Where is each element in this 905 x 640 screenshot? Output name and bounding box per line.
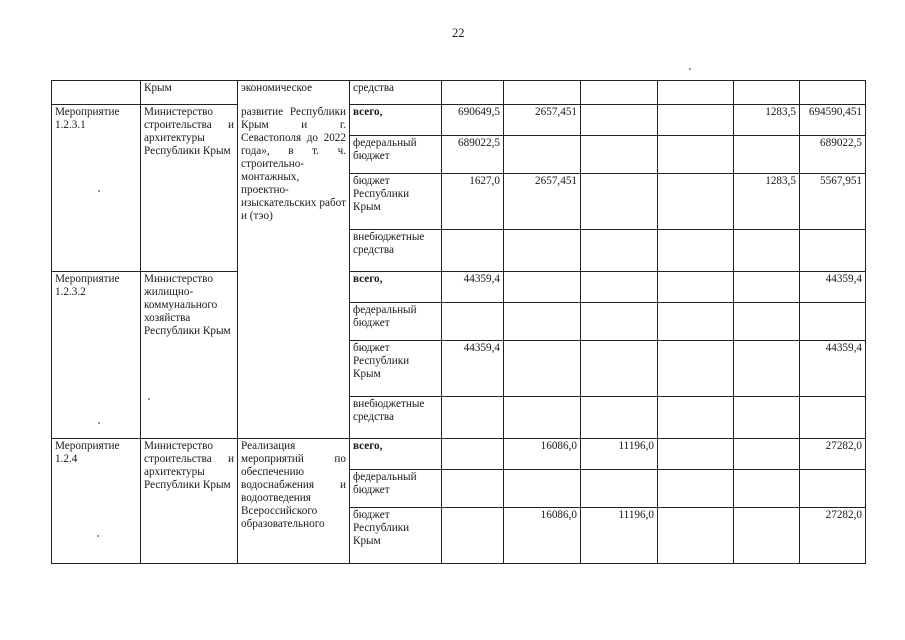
value-cell <box>504 341 581 397</box>
source-label: внебюджетные средства <box>350 230 442 272</box>
value-cell <box>800 303 866 341</box>
value-cell <box>658 136 734 174</box>
scan-speck <box>148 398 150 400</box>
value-cell <box>658 303 734 341</box>
source-label: бюджет Республики Крым <box>350 174 442 230</box>
value-cell <box>658 439 734 470</box>
value-cell <box>442 81 504 105</box>
value-cell <box>734 397 800 439</box>
value-cell <box>658 105 734 136</box>
source-label: федеральный бюджет <box>350 470 442 508</box>
value-cell <box>734 341 800 397</box>
value-cell <box>734 230 800 272</box>
value-cell: 44359,4 <box>800 341 866 397</box>
value-cell: 689022,5 <box>800 136 866 174</box>
value-cell <box>734 470 800 508</box>
value-cell <box>734 508 800 564</box>
measure-name: Мероприятие 1.2.3.1 <box>52 105 141 272</box>
value-cell: 690649,5 <box>442 105 504 136</box>
value-cell <box>442 470 504 508</box>
value-cell: 44359,4 <box>442 341 504 397</box>
value-cell <box>504 470 581 508</box>
value-cell <box>658 230 734 272</box>
table-row <box>52 272 866 303</box>
value-cell <box>581 341 658 397</box>
value-cell <box>734 136 800 174</box>
value-cell: 689022,5 <box>442 136 504 174</box>
value-cell: 2657,451 <box>504 105 581 136</box>
value-cell <box>442 439 504 470</box>
value-cell <box>504 230 581 272</box>
value-cell: 27282,0 <box>800 439 866 470</box>
measure-name: Мероприятие 1.2.3.2 <box>52 272 141 439</box>
value-cell <box>442 397 504 439</box>
value-cell <box>658 174 734 230</box>
value-cell: 2657,451 <box>504 174 581 230</box>
value-cell <box>581 230 658 272</box>
value-cell: 1283,5 <box>734 174 800 230</box>
value-cell: 44359,4 <box>442 272 504 303</box>
value-cell <box>658 272 734 303</box>
value-cell <box>734 303 800 341</box>
value-cell <box>581 470 658 508</box>
table-row <box>52 105 866 136</box>
value-cell <box>442 508 504 564</box>
measure-description: Реализация мероприятий по обеспечению водоснабжения и водоотведения Всероссийского образовательного <box>238 439 350 564</box>
value-cell: 11196,0 <box>581 508 658 564</box>
value-cell <box>658 397 734 439</box>
value-cell <box>734 272 800 303</box>
value-cell: 44359,4 <box>800 272 866 303</box>
value-cell <box>581 272 658 303</box>
scan-speck <box>97 535 99 537</box>
value-cell <box>504 136 581 174</box>
continuation-row <box>52 81 866 105</box>
source-label: всего, <box>350 439 442 470</box>
source-label: бюджет Республики Крым <box>350 508 442 564</box>
value-cell <box>442 230 504 272</box>
value-cell <box>800 230 866 272</box>
table-row <box>52 439 866 470</box>
scan-speck <box>98 190 100 192</box>
value-cell <box>658 470 734 508</box>
value-cell: 27282,0 <box>800 508 866 564</box>
value-cell <box>581 397 658 439</box>
value-cell <box>504 81 581 105</box>
responsible-org: Министерство строительства и архитектуры Республики Крым <box>141 439 238 564</box>
source-label: внебюджетные средства <box>350 397 442 439</box>
measure-description: развитие Республики Крым и г. Севастополя до 2022 года», в т. ч. строительно-монтажных, проектно-изыскательских работ и (тэо) <box>238 105 350 439</box>
value-cell <box>800 470 866 508</box>
source-label: федеральный бюджет <box>350 303 442 341</box>
value-cell <box>504 272 581 303</box>
value-cell: 694590,451 <box>800 105 866 136</box>
value-cell <box>581 303 658 341</box>
value-cell <box>504 397 581 439</box>
value-cell <box>581 174 658 230</box>
page-number: 22 <box>452 26 465 40</box>
value-cell <box>658 341 734 397</box>
value-cell <box>581 81 658 105</box>
measure-name-cell <box>52 81 141 105</box>
value-cell <box>734 439 800 470</box>
value-cell: 11196,0 <box>581 439 658 470</box>
value-cell: 1283,5 <box>734 105 800 136</box>
source-label: бюджет Республики Крым <box>350 341 442 397</box>
value-cell <box>658 81 734 105</box>
value-cell <box>581 105 658 136</box>
value-cell: 1627,0 <box>442 174 504 230</box>
source-label: всего, <box>350 105 442 136</box>
scan-speck <box>689 68 691 70</box>
responsible-cell: Крым <box>141 81 238 105</box>
value-cell <box>504 303 581 341</box>
scan-speck <box>98 422 100 424</box>
source-cell: средства <box>350 81 442 105</box>
value-cell <box>734 81 800 105</box>
value-cell: 16086,0 <box>504 439 581 470</box>
source-label: всего, <box>350 272 442 303</box>
value-cell <box>800 397 866 439</box>
value-cell: 5567,951 <box>800 174 866 230</box>
responsible-org: Министерство жилищно-коммунального хозяйства Республики Крым <box>141 272 238 439</box>
value-cell <box>581 136 658 174</box>
budget-table <box>51 80 866 564</box>
description-cell: экономическое <box>238 81 350 105</box>
responsible-org: Министерство строительства и архитектуры Республики Крым <box>141 105 238 272</box>
value-cell <box>800 81 866 105</box>
source-label: федеральный бюджет <box>350 136 442 174</box>
value-cell <box>658 508 734 564</box>
value-cell: 16086,0 <box>504 508 581 564</box>
measure-name: Мероприятие 1.2.4 <box>52 439 141 564</box>
value-cell <box>442 303 504 341</box>
